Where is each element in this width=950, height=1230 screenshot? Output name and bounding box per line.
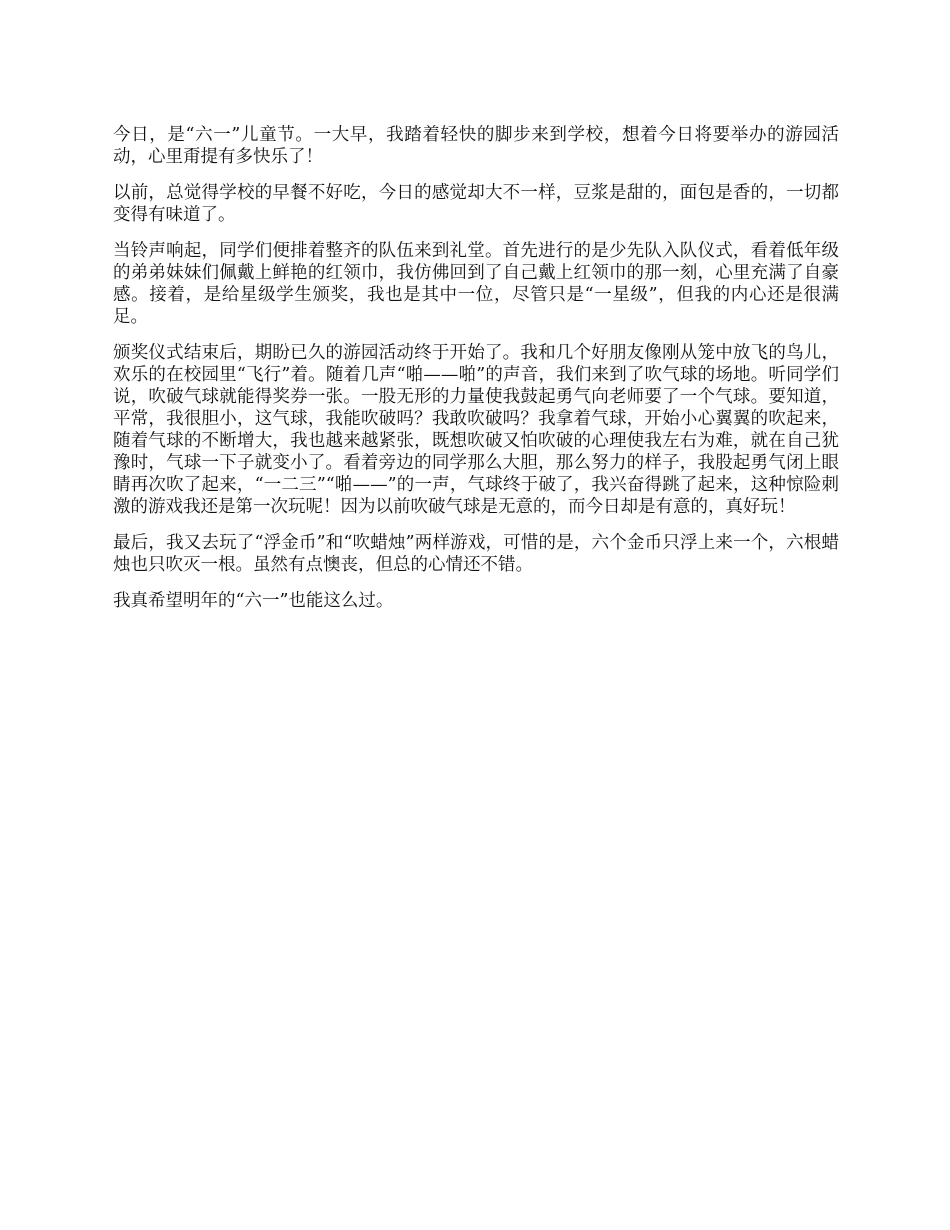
paragraph-5: 最后，我又去玩了“浮金币”和“吹蜡烛”两样游戏，可惜的是，六个金币只浮上来一个，六根蜡烛也只吹灭一根。虽然有点懊丧，但总的心情还不错。 [113, 533, 839, 575]
paragraph-3: 当铃声响起，同学们便排着整齐的队伍来到礼堂。首先进行的是少先队入队仪式，看着低年级的弟弟妹妹们佩戴上鲜艳的红领巾，我仿佛回到了自己戴上红领巾的那一刻，心里充满了自豪感。接着，是给星级学生颁奖，我也是其中一位，尽管只是“一星级”，但我的内心还是很满足。 [113, 241, 839, 327]
paragraph-2: 以前，总觉得学校的早餐不好吃，今日的感觉却大不一样，豆浆是甜的，面包是香的，一切都变得有味道了。 [113, 183, 839, 225]
paragraph-1: 今日，是“六一”儿童节。一大早，我踏着轻快的脚步来到学校，想着今日将要举办的游园活动，心里甭提有多快乐了！ [113, 125, 839, 167]
paragraph-6: 我真希望明年的“六一”也能这么过。 [113, 591, 394, 611]
essay-body [113, 124, 839, 626]
paragraph-4: 颁奖仪式结束后，期盼已久的游园活动终于开始了。我和几个好朋友像刚从笼中放飞的鸟儿，欢乐的在校园里“飞行”着。随着几声“啪——啪”的声音，我们来到了吹气球的场地。听同学们说，吹破气球就能得奖券一张。一股无形的力量使我鼓起勇气向老师要了一个气球。要知道，平常，我很胆小，这气球，我能吹破吗？我敢吹破吗？我拿着气球，开始小心翼翼的吹起来，随着气球的不断增大，我也越来越紧张，既想吹破又怕吹破的心理使我左右为难，就在自己犹豫时，气球一下子就变小了。看着旁边的同学那么大胆，那么努力的样子，我股起勇气闭上眼睛再次吹了起来，“一二三”“啪——”的一声，气球终于破了，我兴奋得跳了起来，这种惊险刺激的游戏我还是第一次玩呢！因为以前吹破气球是无意的，而今日却是有意的，真好玩！ [113, 343, 839, 517]
